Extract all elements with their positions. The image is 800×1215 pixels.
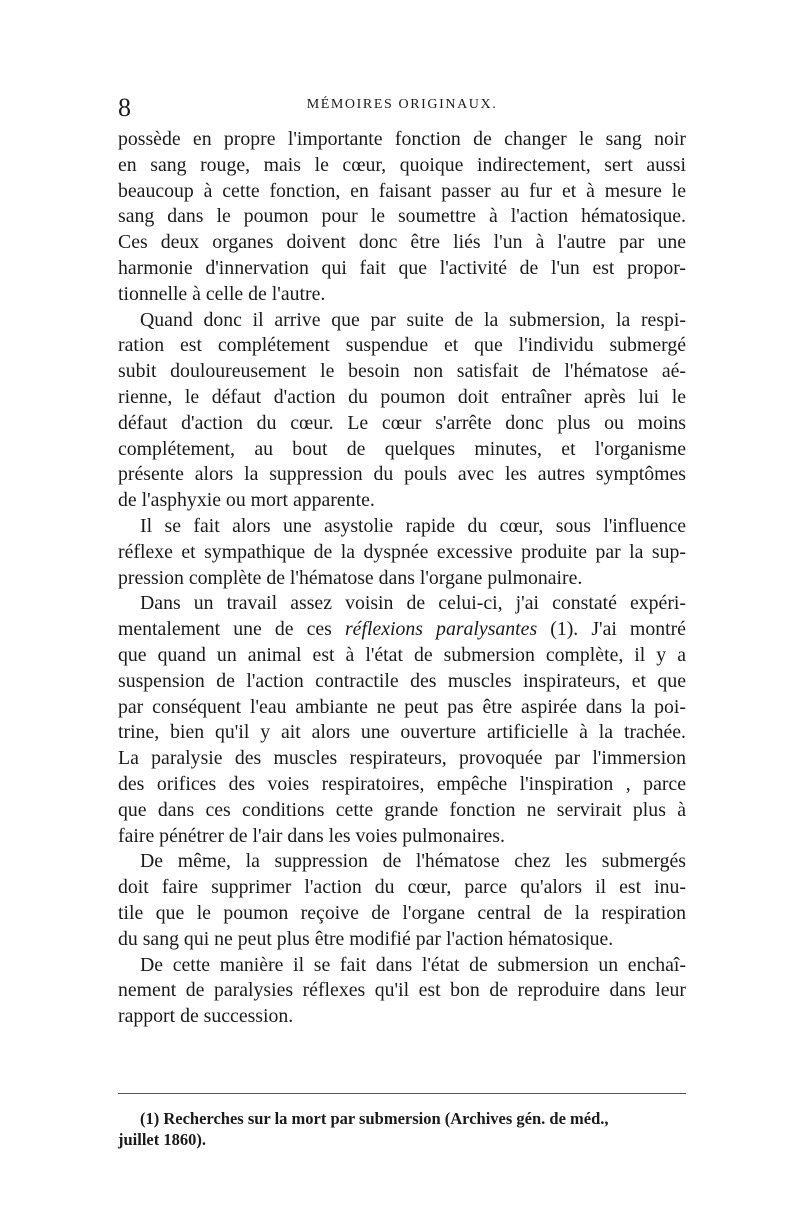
running-title: MÉMOIRES ORIGINAUX. [306,97,498,112]
text-line: du sang qui ne peut plus être modifié par l'action hématosique. [118,927,614,950]
text-line: que dans ces conditions cette grande fonction ne servirait plus à [118,798,686,821]
text-line: Ces deux organes doivent donc être liés l'un à l'autre par une [118,231,686,254]
emphasized-term: réflexions paralysantes [344,618,538,641]
text-line: par conséquent l'eau ambiante ne peut pas être aspirée dans la poi- [118,695,686,718]
text-line: nement de paralysies réflexes qu'il est bon de reproduire dans leur [118,979,686,1002]
text-line: Quand donc il arrive que par suite de la submersion, la respi- [140,308,686,331]
text-line: trine, bien qu'il y ait alors une ouverture artificielle à la trachée. [118,721,686,744]
text-line: doit faire supprimer l'action du cœur, parce qu'alors il est inu- [118,876,686,899]
text-line: présente alors la suppression du pouls avec les autres symptômes [118,463,686,486]
text-segment: mentalement une de ces [118,618,332,641]
text-line: beaucoup à cette fonction, en faisant passer au fur et à mesure le [118,179,686,202]
text-line: possède en propre l'importante fonction de changer le sang noir [118,128,686,150]
text-line: des orifices des voies respiratoires, empêche l'inspiration , parce [118,772,686,795]
text-line: réflexe et sympathique de la dyspnée excessive produite par la sup- [118,540,686,563]
text-line: harmonie d'innervation qui fait que l'activité de l'un est propor- [118,256,686,279]
text-line: Il se fait alors une asystolie rapide du cœur, sous l'influence [140,514,686,537]
text-line: en sang rouge, mais le cœur, quoique indirectement, sert aussi [118,153,686,176]
text-line: que quand un animal est à l'état de submersion complète, il y a [118,643,686,666]
text-line: De même, la suppression de l'hématose chez les submergés [140,850,686,873]
page-header [118,93,686,123]
text-line: suspension de l'action contractile des muscles inspirateurs, et que [118,669,686,692]
text-line: rienne, le défaut d'action du poumon doit entraîner après lui le [118,385,686,408]
body-text [118,127,686,1030]
text-line: de l'asphyxie ou mort apparente. [118,489,375,512]
text-line: faire pénétrer de l'air dans les voies pulmonaires. [118,824,505,847]
text-line: Dans un travail assez voisin de celui-ci, j'ai constaté expéri- [140,592,686,615]
text-line: défaut d'action du cœur. Le cœur s'arrête donc plus ou moins [118,411,686,434]
text-line: complétement, au bout de quelques minutes, et l'organisme [118,437,686,460]
text-line: subit douloureusement le besoin non satisfait de l'hématose aé- [118,360,686,383]
footnote-line: (1) Recherches sur la mort par submersion (Archives gén. de méd., [140,1109,609,1128]
page-number: 8 [118,93,131,122]
text-line: De cette manière il se fait dans l'état de submersion un enchaî- [140,953,686,976]
footnote-line: juillet 1860). [118,1130,206,1149]
text-line-with-emphasis [118,617,686,643]
footnote [118,1108,686,1150]
text-line: rapport de succession. [118,1005,294,1028]
text-line: ration est complétement suspendue et que l'individu submergé [118,334,686,357]
footnote-divider [118,1093,686,1094]
text-segment: (1). J'ai montré [550,618,686,641]
text-line: La paralysie des muscles respirateurs, provoquée par l'immersion [118,747,686,770]
text-line: pression complète de l'hématose dans l'organe pulmonaire. [118,566,583,589]
text-line: tile que le poumon reçoive de l'organe central de la respiration [118,901,686,924]
text-line: tionnelle à celle de l'autre. [118,282,326,305]
text-line: sang dans le poumon pour le soumettre à l'action hématosique. [118,205,686,228]
